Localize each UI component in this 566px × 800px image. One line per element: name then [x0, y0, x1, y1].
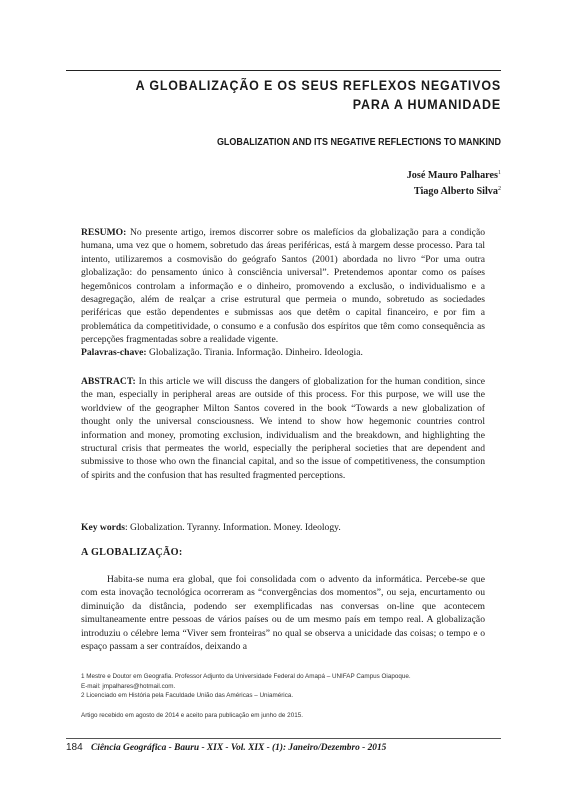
author-2	[407, 183, 501, 199]
palavras-chave-label: Palavras-chave:	[81, 347, 147, 358]
footnotes	[81, 672, 501, 701]
page-footer	[66, 738, 501, 753]
footnote-1-email: E-mail: jmpalhares@hotmail.com.	[81, 682, 176, 690]
author-1-name: José Mauro Palhares	[406, 170, 498, 181]
resumo-paragraph	[81, 226, 485, 347]
author-1-note: 1	[498, 170, 501, 176]
top-rule	[66, 70, 501, 71]
authors-block	[407, 167, 501, 198]
page-number: 184	[66, 742, 83, 753]
palavras-chave-paragraph	[81, 346, 485, 359]
section-heading: A GLOBALIZAÇÃO:	[81, 547, 183, 558]
keywords-text: : Globalization. Tyranny. Information. Money. Ideology.	[124, 522, 341, 533]
title-line-1: A GLOBALIZAÇÃO E OS SEUS REFLEXOS NEGATIVOS	[135, 78, 501, 93]
article-subtitle: GLOBALIZATION AND ITS NEGATIVE REFLECTIONS TO MANKIND	[216, 137, 501, 148]
title-line-2: PARA A HUMANIDADE	[352, 97, 501, 112]
resumo-text: No presente artigo, iremos discorrer sobre os malefícios da globalização para a condição humana, uma vez que o homem, sobretudo das áreas periféricas, está à margem desse processo. Para tal intento, utilizaremos a cosmovisão do geógrafo Santos (2001) abordada no livro “Por uma outra globalização: do pensamento único à consciência universal”. Pretendemos apontar como os países hegemônicos controlam a informação e o dinheiro, promovendo a exclusão, o individualismo e a desagregação, além de realçar a crise estrutural que permeia o mundo, sobretudo as sociedades periféricas que estão dependentes e submissas aos que detêm o capital financeiro, e por fim a problemática da competitividade, o consumo e a confusão dos espíritos que têm como consequência as percepções fragmentadas sobre a realidade vigente.	[81, 227, 485, 346]
footnote-2: 2 Licenciado em História pela Faculdade União das Américas – Uniamérica.	[81, 692, 294, 699]
footnote-1: 1 Mestre e Doutor em Geografia. Professor Adjunto da Universidade Federal do Amapá – UNIFAP Campus Oiapoque.	[81, 673, 411, 680]
author-1	[407, 167, 501, 183]
abstract-paragraph	[81, 375, 485, 482]
keywords-label: Key words	[81, 522, 125, 533]
palavras-chave-text: Globalização. Tirania. Informação. Dinheiro. Ideologia.	[146, 347, 363, 358]
received-note: Artigo recebido em agosto de 2014 e aceito para publicação em junho de 2015.	[81, 712, 303, 719]
journal-citation: Ciência Geográfica - Bauru - XIX - Vol. XIX - (1): Janeiro/Dezembro - 2015	[91, 743, 387, 753]
keywords-paragraph	[81, 521, 485, 534]
article-title	[96, 76, 501, 114]
author-2-name: Tiago Alberto Silva	[413, 185, 498, 197]
author-2-note: 2	[498, 185, 501, 192]
body-paragraph: Habita-se numa era global, que foi consolidada com o advento da informática. Percebe-se que com esta inovação tecnológica ocorreram as “convergências dos momentos”, ou seja, encurtamento ou diminuição da distância, podendo ser exemplificadas nas conversas on-line que acontecem simultaneamente entre pessoas de vários países ou de um mesmo país em tempo real. A globalização introduziu o célebre lema “Viver sem fronteiras” no qual se observa a unicidade das coisas; o tempo e o espaço passam a ser contraídos, deixando a	[81, 574, 485, 653]
resumo-label: RESUMO:	[81, 227, 127, 238]
abstract-text: In this article we will discuss the dangers of globalization for the human condition, since the man, especially in peripheral areas are outside of this process. For this purpose, we will use the worldview of the geographer Milton Santos covered in the book “Towards a new globalization of thought only the universal consciousness. We intend to show how hegemonic countries control information and money, promoting exclusion, individualism and the breakdown, and highlighting the structural crisis that permeates the world, especially the peripheral societies that are dependent and submissive to those who own the financial capital, and so the issue of competitiveness, the consumption of spirits and the confusion that has resulted fragmented perceptions.	[81, 376, 485, 481]
abstract-label: ABSTRACT:	[81, 376, 136, 387]
